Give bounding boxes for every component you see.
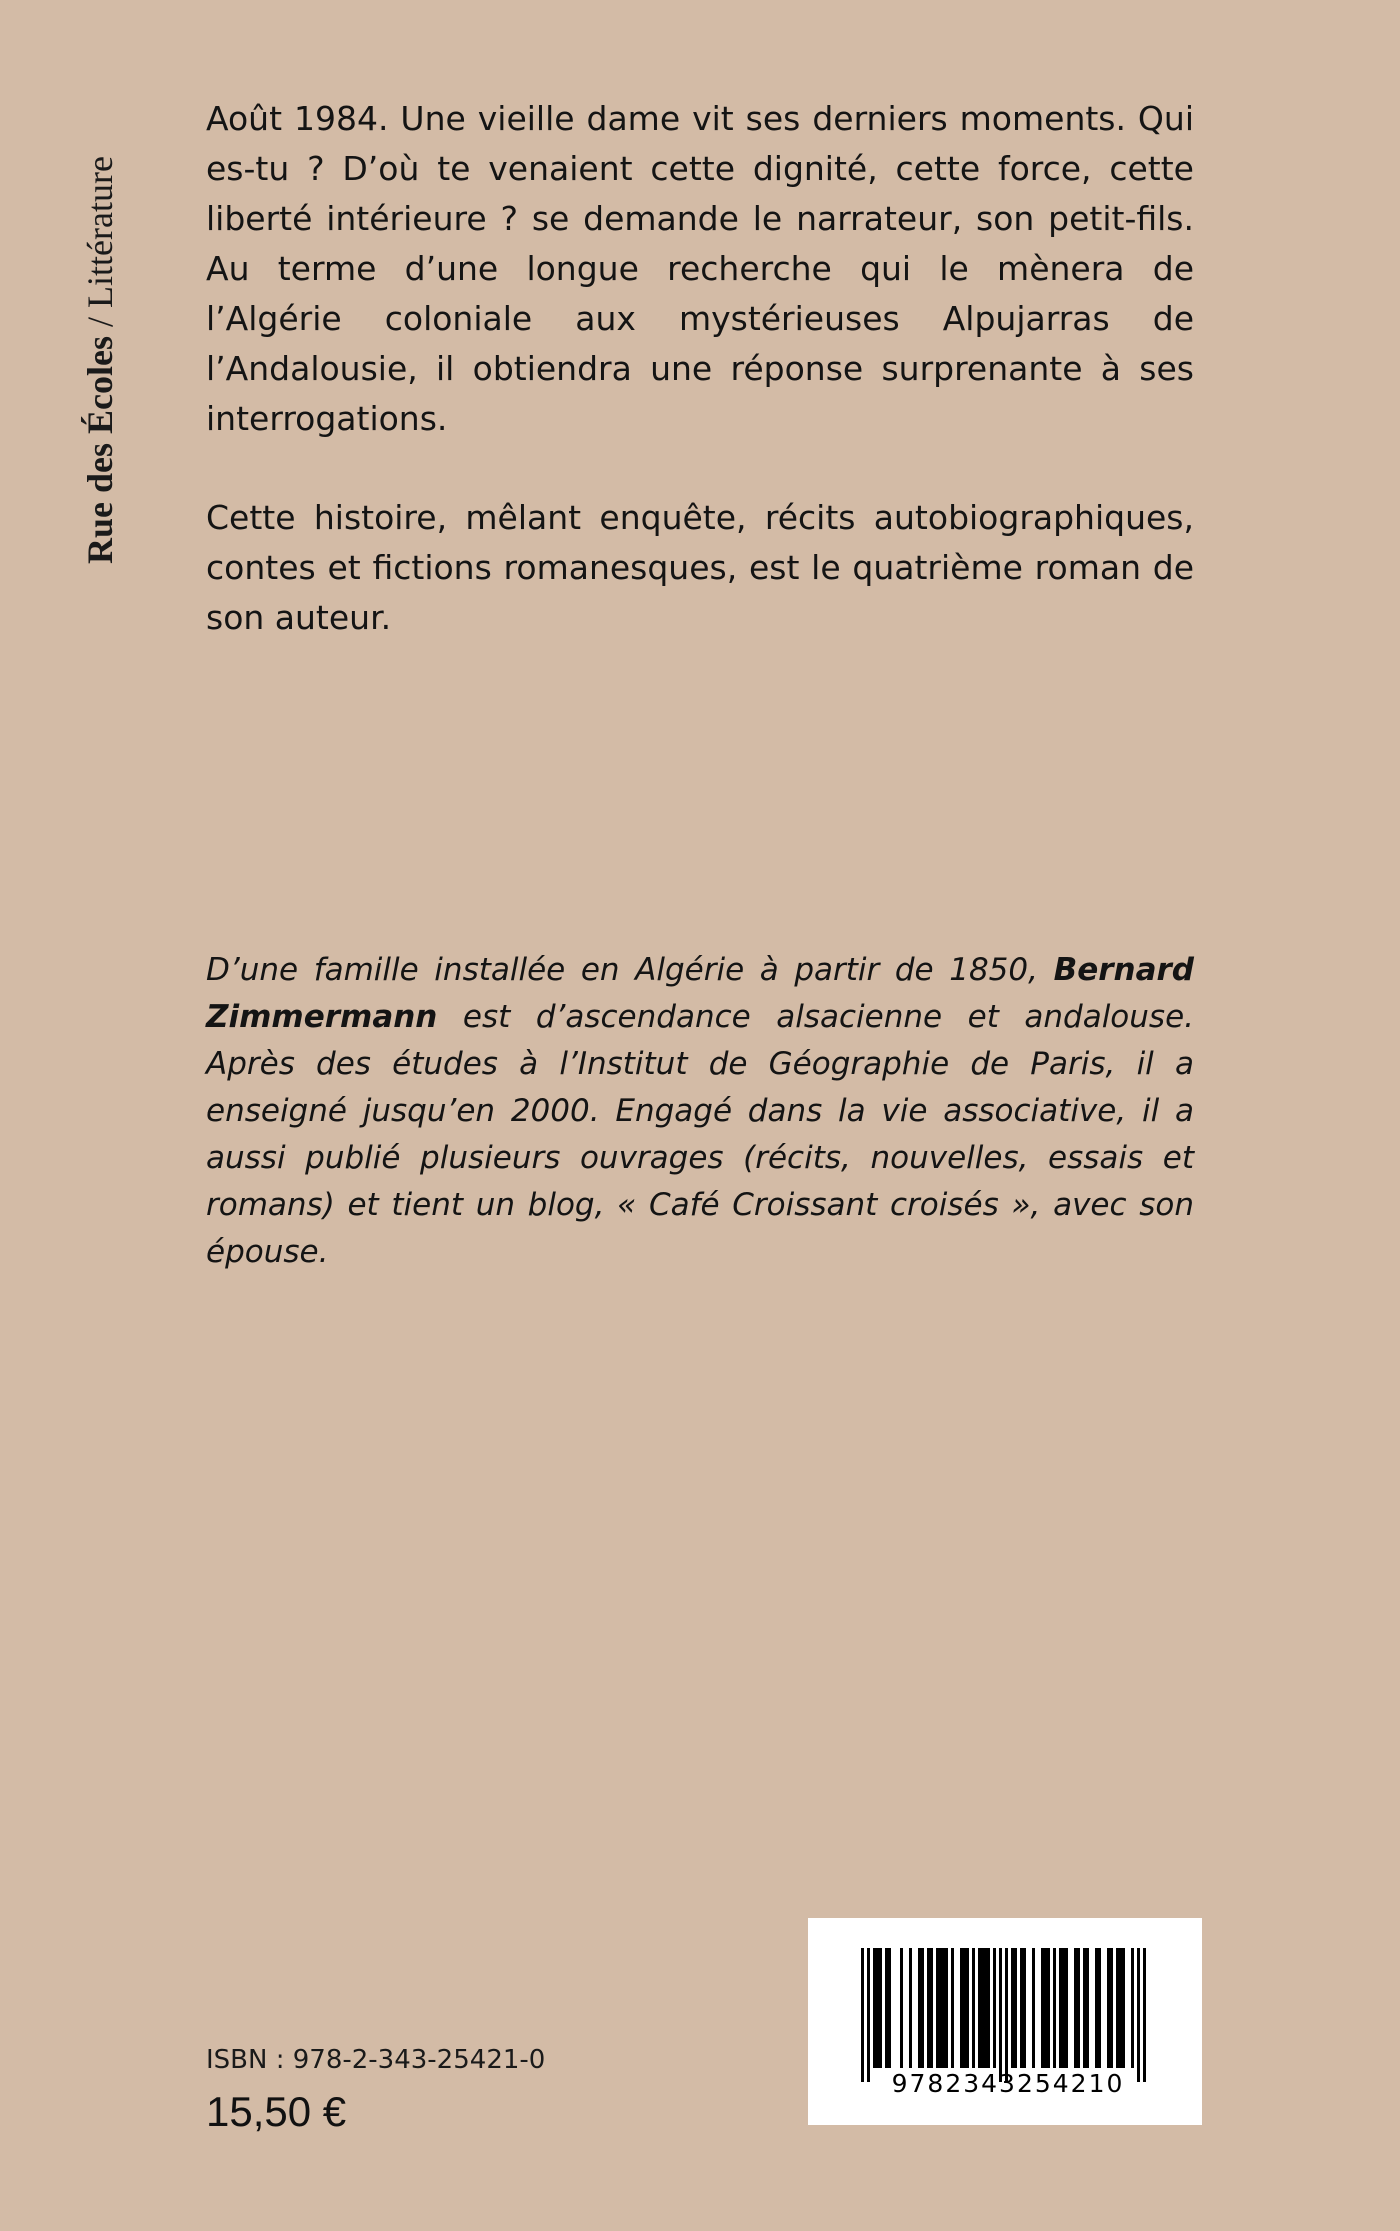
barcode-bar [909, 1948, 912, 2068]
barcode-guard-bar [1005, 1948, 1008, 2082]
barcode-bar [1047, 1948, 1050, 2068]
barcode-bar [873, 1948, 876, 2068]
author-bio-paragraph [206, 947, 1194, 1276]
barcode-bar [981, 1948, 984, 2068]
barcode-bar [918, 1948, 921, 2068]
author-name: Bernard Zimmermann [206, 952, 1194, 1035]
barcode-bar [1053, 1948, 1056, 2068]
barcode-bar [1020, 1948, 1023, 2068]
barcode-bar [1122, 1948, 1125, 2068]
barcode-bar [888, 1948, 891, 2068]
barcode-guard-bar [861, 1948, 864, 2082]
barcode-bar [1083, 1948, 1086, 2068]
barcode-bar [1074, 1948, 1077, 2068]
barcode-bar [1032, 1948, 1035, 2068]
barcode-bar [921, 1948, 924, 2068]
barcode-bar [936, 1948, 939, 2068]
book-summary [206, 94, 1194, 692]
barcode-bar [1065, 1948, 1068, 2068]
barcode-bar [885, 1948, 888, 2068]
barcode-bar [1116, 1948, 1119, 2068]
author-bio [206, 947, 1194, 1276]
barcode-bar [978, 1948, 981, 2068]
barcode [808, 1918, 1202, 2125]
barcode-bar [984, 1948, 987, 2068]
spine-separator: / [80, 307, 120, 336]
category-name: Littérature [80, 156, 120, 308]
barcode-bar [1011, 1948, 1014, 2068]
barcode-bar [1014, 1948, 1017, 2068]
barcode-guard-bar [999, 1948, 1002, 2082]
barcode-bar [1041, 1948, 1044, 2068]
barcode-bar [963, 1948, 966, 2068]
barcode-guard-bar [1137, 1948, 1140, 2082]
spine-text [82, 156, 118, 564]
barcode-bar [951, 1948, 954, 2068]
barcode-bar [1110, 1948, 1113, 2068]
spine-label [74, 100, 126, 620]
summary-paragraph-2: Cette histoire, mêlant enquête, récits autobiographiques, contes et fictions romanesques, est le quatrième roman de son auteur. [206, 498, 1194, 637]
barcode-bar [1077, 1948, 1080, 2068]
bio-text: est d’ascendance alsacienne et andalouse. Après des études à l’Institut de Géographie de Paris, il a enseigné jusqu’en 2000. Engagé dans la vie associative, il a aussi publié plusieurs ouvrages (récits, nouvelles, essais et romans) et tient un blog, « Café Croissant croisés », avec son épouse. [206, 999, 1194, 1270]
barcode-bar [1131, 1948, 1134, 2068]
barcode-bar [939, 1948, 942, 2068]
barcode-bar [960, 1948, 963, 2068]
bio-intro: D’une famille installée en Algérie à partir de 1850, [206, 952, 1054, 988]
barcode-bar [1059, 1948, 1062, 2068]
barcode-bar [987, 1948, 990, 2068]
barcode-bar [1119, 1948, 1122, 2068]
barcode-number: 9782343254210 [891, 2069, 1125, 2098]
barcode-guard-bar [1143, 1948, 1146, 2082]
barcode-bar [1095, 1948, 1098, 2068]
barcode-bar [1107, 1948, 1110, 2068]
barcode-bar [900, 1948, 903, 2068]
barcode-bar [879, 1948, 882, 2068]
barcode-bar [966, 1948, 969, 2068]
barcode-guard-bar [867, 1948, 870, 2082]
barcode-bar [1044, 1948, 1047, 2068]
barcode-bar [945, 1948, 948, 2068]
summary-paragraph-1: Août 1984. Une vieille dame vit ses derniers moments. Qui es-tu ? D’où te venaient cette dignité, cette force, cette liberté intérieure ? se demande le narrateur, son petit-fils. Au terme d’une longue recherche qui le mènera de l’Algérie coloniale aux mystérieuses Alpujarras de l’Andalousie, il obtiendra une réponse surprenante à ses interrogations. [206, 99, 1194, 438]
barcode-bar [1086, 1948, 1089, 2068]
barcode-bar [1098, 1948, 1101, 2068]
series-name: Rue des Écoles [80, 335, 120, 564]
barcode-bar [1023, 1948, 1026, 2068]
barcode-bar [927, 1948, 930, 2068]
barcode-bar [876, 1948, 879, 2068]
barcode-bar [930, 1948, 933, 2068]
barcode-bar [942, 1948, 945, 2068]
isbn-label: ISBN : 978-2-343-25421-0 [206, 2045, 546, 2075]
price-label: 15,50 € [206, 2088, 347, 2135]
barcode-bar [993, 1948, 996, 2068]
barcode-bar [1062, 1948, 1065, 2068]
barcode-bar [972, 1948, 975, 2068]
